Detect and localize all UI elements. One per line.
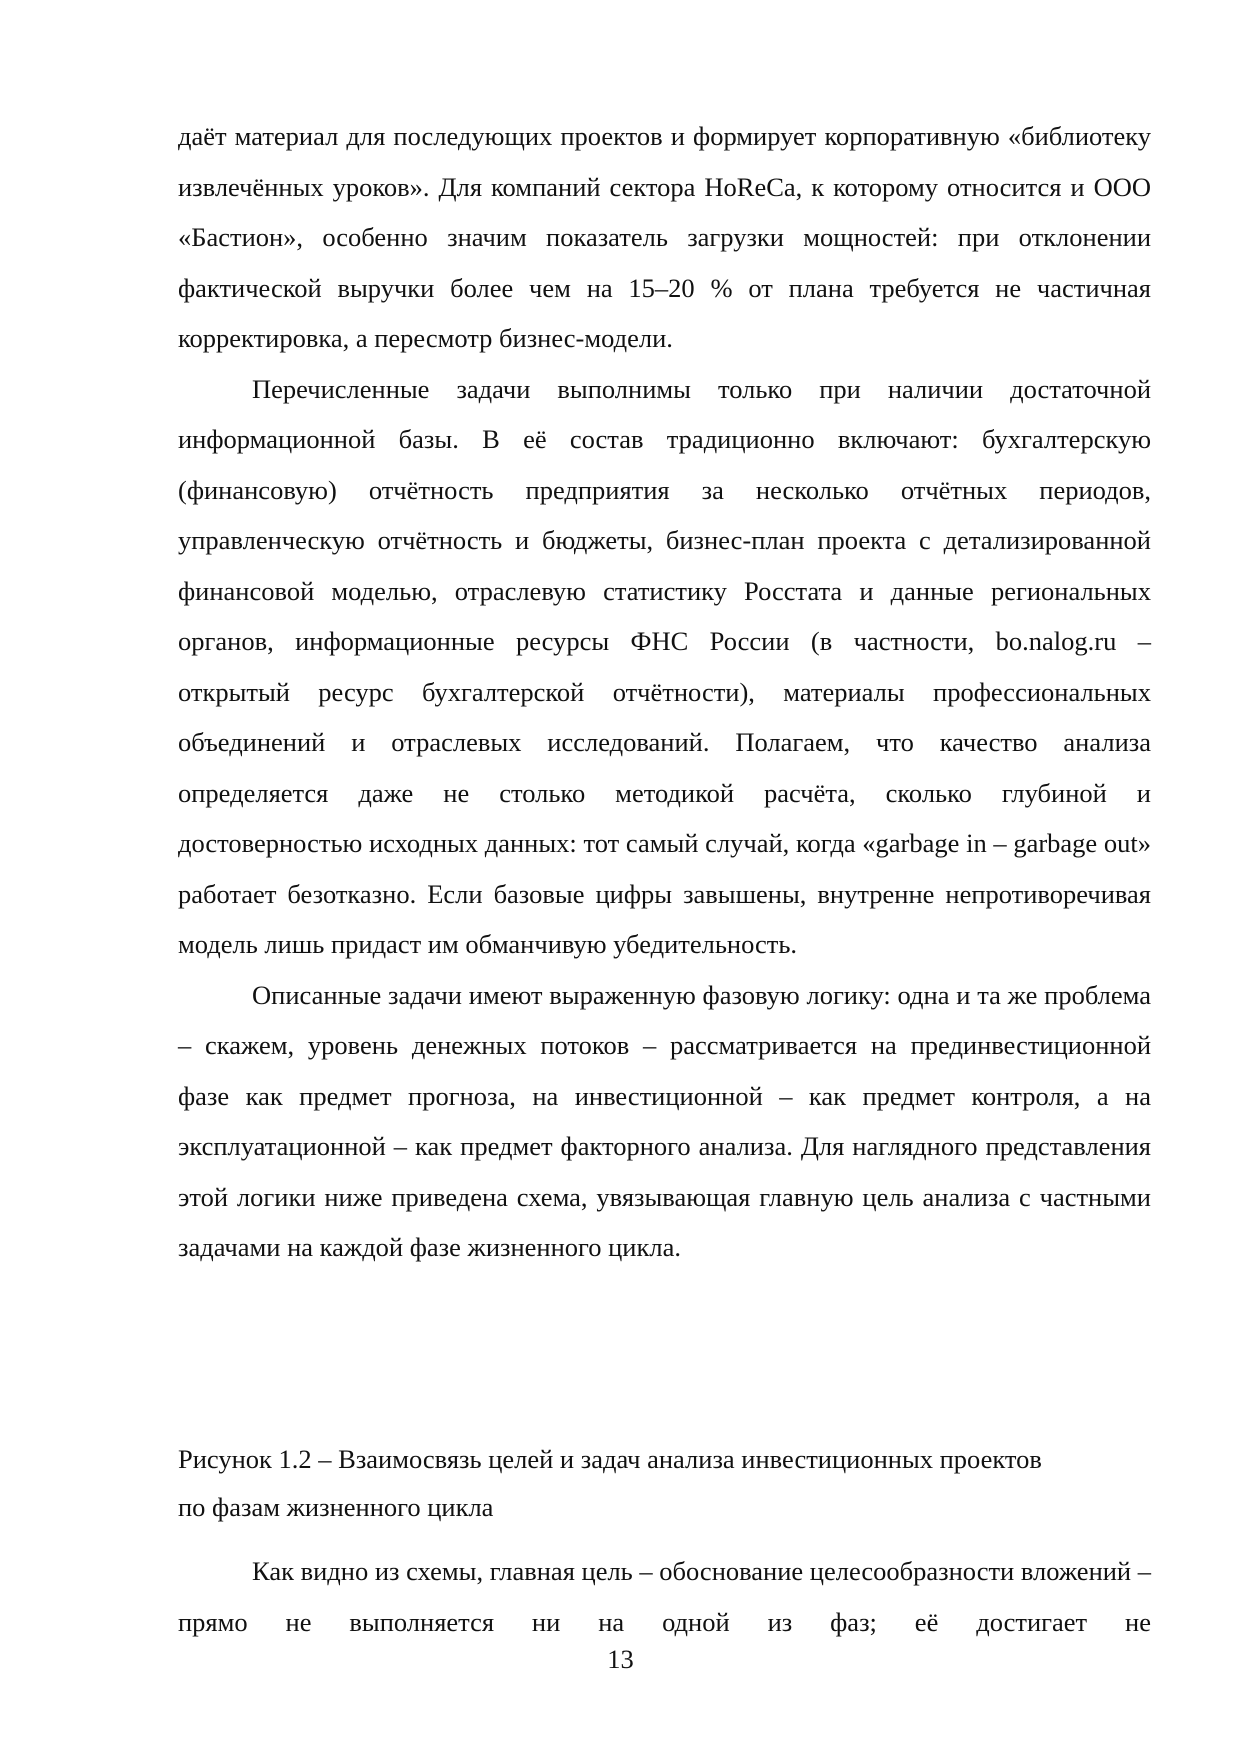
closing-text: [178, 1546, 1151, 1647]
paragraph-phase-logic: Описанные задачи имеют выраженную фазовую логику: одна и та же проблема – скажем, уровень денежных потоков – рассматривается на прединвестиционной фазе как предмет прогноза, на инвестиционной – как предмет контроля, а на эксплуатационной – как предмет факторного анализа. Для наглядного представления этой логики ниже приведена схема, увязывающая главную цель анализа с частными задачами на каждой фазе жизненного цикла.: [178, 979, 1151, 1262]
figure-caption-line-1: Рисунок 1.2 – Взаимосвязь целей и задач анализа инвестиционных проектов: [178, 1444, 1042, 1474]
paragraph-information-base: Перечисленные задачи выполнимы только при наличии достаточной информационной базы. В её состав традиционно включают: бухгалтерскую (финансовую) отчётность предприятия за несколько отчётных периодов, управленческую отчётность и бюджеты, бизнес-план проекта с детализированной финансовой моделью, отраслевую статистику Росстата и данные региональных органов, информационные ресурсы ФНС России (в частности, bo.nalog.ru – открытый ресурс бухгалтерской отчётности), материалы профессиональных объединений и отраслевых исследований. Полагаем, что качество анализа определяется даже не столько методикой расчёта, сколько глубиной и достоверностью исходных данных: тот самый случай, когда «garbage in – garbage out» работает безотказно. Если базовые цифры завышены, внутренне непротиворечивая модель лишь придаст им обманчивую убедительность.: [178, 373, 1151, 959]
page-number: 13: [607, 1644, 634, 1674]
body-text: [178, 111, 1151, 1273]
figure-caption-line-2: по фазам жизненного цикла: [178, 1492, 494, 1522]
figure-caption: [178, 1435, 1151, 1531]
paragraph-continuation: даёт материал для последующих проектов и формирует корпоративную «библиотеку извлечённых уроков». Для компаний сектора HoReCa, к которому относится и ООО «Бастион», особенно значим показатель загрузки мощностей: при отклонении фактической выручки более чем на 15–20 % от плана требуется не частичная корректировка, а пересмотр бизнес-модели.: [178, 121, 1151, 353]
paragraph-conclusion: Как видно из схемы, главная цель – обоснование целесообразности вложений – прямо не выполняется ни на одной из фаз; её достигает не: [178, 1556, 1151, 1637]
